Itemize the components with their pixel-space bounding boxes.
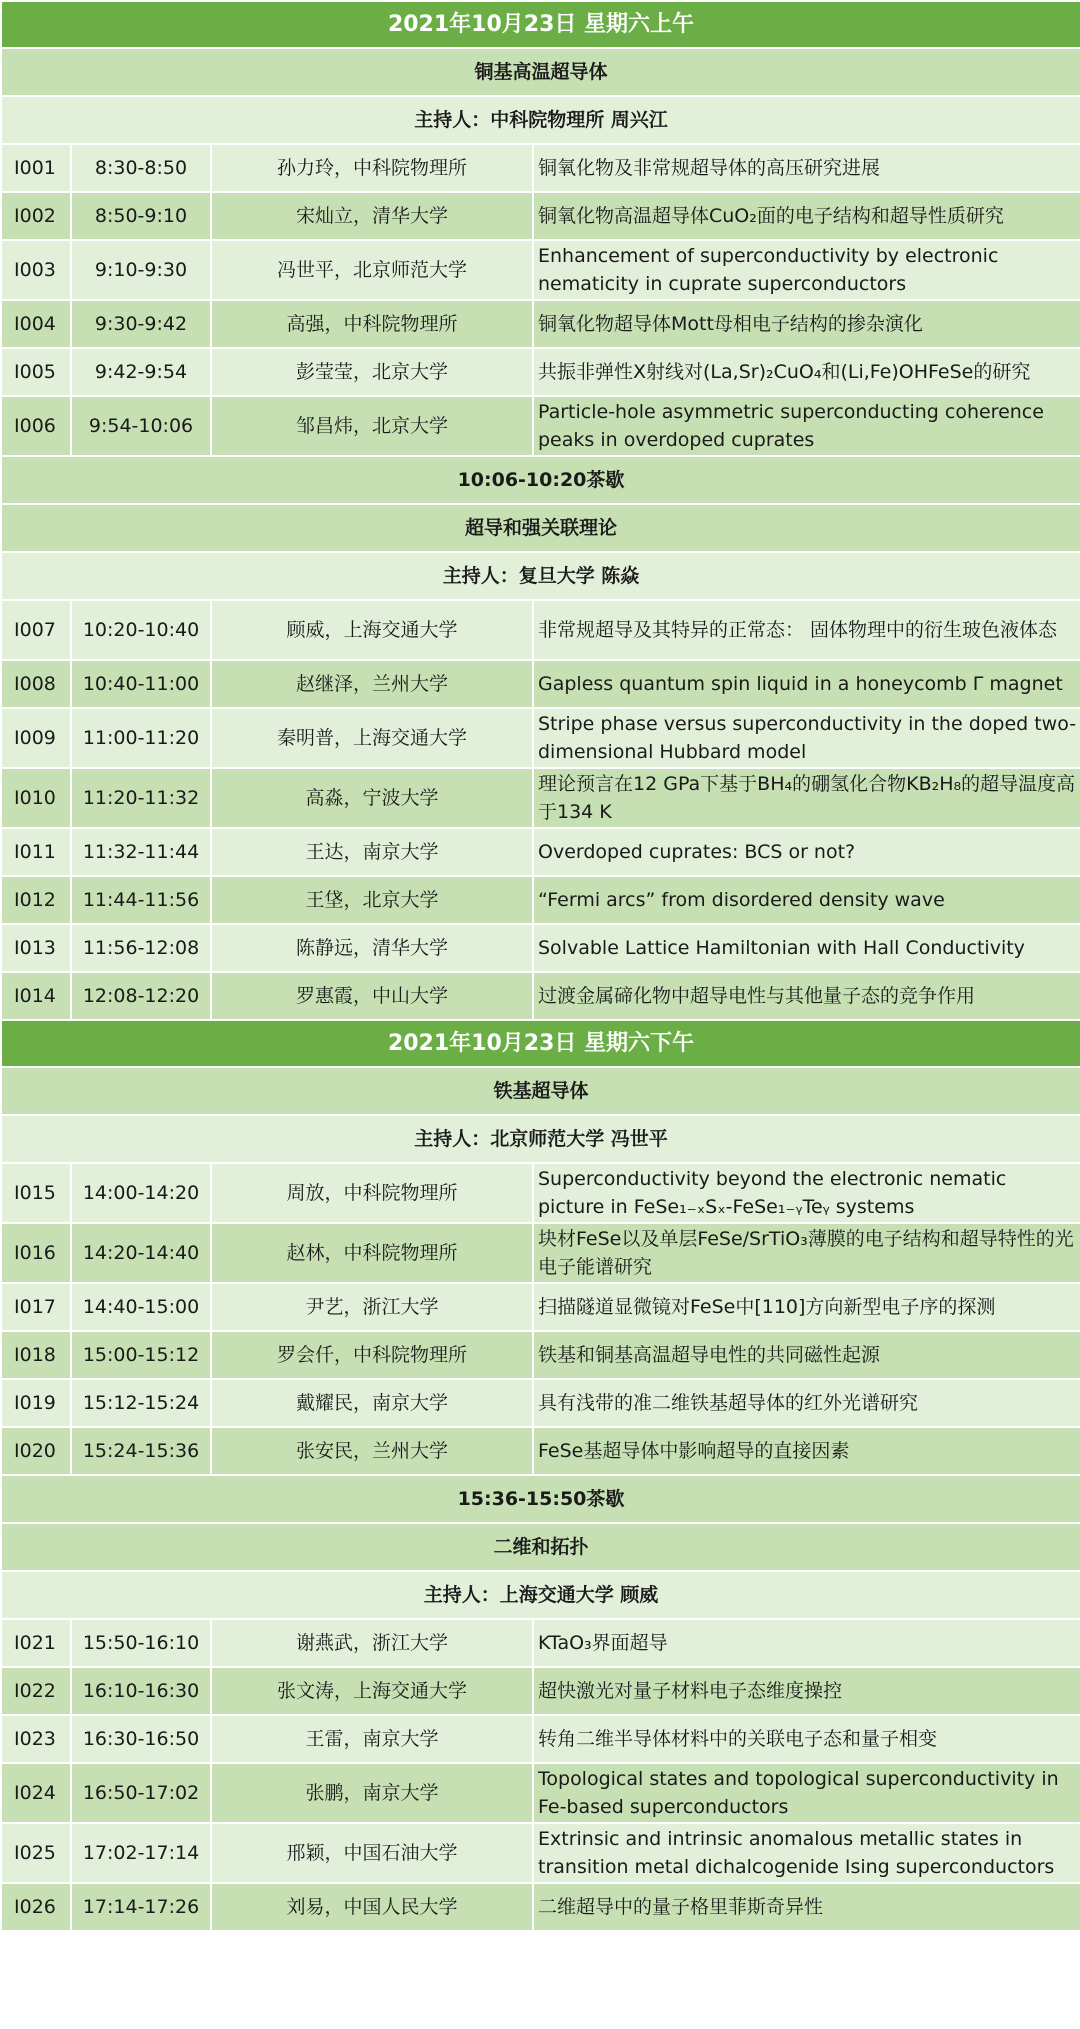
talk-title: Overdoped cuprates: BCS or not? bbox=[533, 828, 1080, 876]
talk-time: 15:12-15:24 bbox=[71, 1379, 211, 1427]
tea-break bbox=[1, 456, 1080, 504]
talk-time: 17:14-17:26 bbox=[71, 1883, 211, 1931]
tea-break bbox=[1, 1475, 1080, 1523]
talk-id: I012 bbox=[1, 876, 71, 924]
talk-id: I005 bbox=[1, 348, 71, 396]
talk-row bbox=[1, 1283, 1080, 1331]
chair-row bbox=[1, 552, 1080, 600]
talk-row bbox=[1, 1619, 1080, 1667]
talk-id: I023 bbox=[1, 1715, 71, 1763]
talk-row bbox=[1, 972, 1080, 1020]
talk-title: 理论预言在12 GPa下基于BH₄的硼氢化合物KB₂H₈的超导温度高于134 K bbox=[533, 768, 1080, 828]
talk-title: 铁基和铜基高温超导电性的共同磁性起源 bbox=[533, 1331, 1080, 1379]
talk-time: 15:00-15:12 bbox=[71, 1331, 211, 1379]
talk-title: “Fermi arcs” from disordered density wave bbox=[533, 876, 1080, 924]
talk-speaker: 周放，中科院物理所 bbox=[211, 1163, 533, 1223]
chair-row-text: 主持人：复旦大学 陈焱 bbox=[1, 552, 1080, 600]
talk-time: 15:50-16:10 bbox=[71, 1619, 211, 1667]
talk-row bbox=[1, 1163, 1080, 1223]
talk-speaker: 戴耀民，南京大学 bbox=[211, 1379, 533, 1427]
talk-speaker: 邢颖，中国石油大学 bbox=[211, 1823, 533, 1883]
topic-header bbox=[1, 1523, 1080, 1571]
talk-speaker: 王垡，北京大学 bbox=[211, 876, 533, 924]
talk-time: 16:50-17:02 bbox=[71, 1763, 211, 1823]
talk-speaker: 谢燕武，浙江大学 bbox=[211, 1619, 533, 1667]
topic-header bbox=[1, 48, 1080, 96]
talk-title: Gapless quantum spin liquid in a honeycomb Γ magnet bbox=[533, 660, 1080, 708]
talk-speaker: 邹昌炜，北京大学 bbox=[211, 396, 533, 456]
talk-speaker: 孙力玲，中科院物理所 bbox=[211, 144, 533, 192]
chair-row bbox=[1, 1571, 1080, 1619]
day-header bbox=[1, 1020, 1080, 1067]
talk-row bbox=[1, 192, 1080, 240]
topic-header bbox=[1, 1067, 1080, 1115]
talk-id: I006 bbox=[1, 396, 71, 456]
talk-time: 10:20-10:40 bbox=[71, 600, 211, 660]
talk-row bbox=[1, 1427, 1080, 1475]
talk-id: I024 bbox=[1, 1763, 71, 1823]
talk-time: 9:30-9:42 bbox=[71, 300, 211, 348]
talk-row bbox=[1, 240, 1080, 300]
talk-row bbox=[1, 600, 1080, 660]
talk-title: 二维超导中的量子格里菲斯奇异性 bbox=[533, 1883, 1080, 1931]
day-header-text: 2021年10月23日 星期六上午 bbox=[1, 1, 1080, 48]
talk-time: 12:08-12:20 bbox=[71, 972, 211, 1020]
talk-id: I011 bbox=[1, 828, 71, 876]
talk-id: I007 bbox=[1, 600, 71, 660]
talk-id: I008 bbox=[1, 660, 71, 708]
talk-speaker: 罗惠霞，中山大学 bbox=[211, 972, 533, 1020]
talk-speaker: 秦明普，上海交通大学 bbox=[211, 708, 533, 768]
talk-time: 11:00-11:20 bbox=[71, 708, 211, 768]
talk-speaker: 高强，中科院物理所 bbox=[211, 300, 533, 348]
talk-id: I020 bbox=[1, 1427, 71, 1475]
topic-header-text: 超导和强关联理论 bbox=[1, 504, 1080, 552]
tea-break-text: 15:36-15:50茶歇 bbox=[1, 1475, 1080, 1523]
talk-speaker: 王雷，南京大学 bbox=[211, 1715, 533, 1763]
talk-id: I025 bbox=[1, 1823, 71, 1883]
talk-id: I003 bbox=[1, 240, 71, 300]
talk-id: I018 bbox=[1, 1331, 71, 1379]
talk-id: I022 bbox=[1, 1667, 71, 1715]
talk-id: I014 bbox=[1, 972, 71, 1020]
talk-time: 8:50-9:10 bbox=[71, 192, 211, 240]
talk-time: 9:54-10:06 bbox=[71, 396, 211, 456]
talk-time: 9:10-9:30 bbox=[71, 240, 211, 300]
talk-row bbox=[1, 1715, 1080, 1763]
talk-row bbox=[1, 1823, 1080, 1883]
talk-time: 9:42-9:54 bbox=[71, 348, 211, 396]
talk-row bbox=[1, 300, 1080, 348]
talk-time: 11:44-11:56 bbox=[71, 876, 211, 924]
talk-id: I017 bbox=[1, 1283, 71, 1331]
talk-id: I002 bbox=[1, 192, 71, 240]
talk-speaker: 高淼，宁波大学 bbox=[211, 768, 533, 828]
talk-time: 11:56-12:08 bbox=[71, 924, 211, 972]
talk-title: Topological states and topological superconductivity in Fe-based superconductors bbox=[533, 1763, 1080, 1823]
talk-row bbox=[1, 660, 1080, 708]
talk-row bbox=[1, 144, 1080, 192]
talk-speaker: 罗会仟，中科院物理所 bbox=[211, 1331, 533, 1379]
talk-title: 扫描隧道显微镜对FeSe中[110]方向新型电子序的探测 bbox=[533, 1283, 1080, 1331]
talk-title: Extrinsic and intrinsic anomalous metallic states in transition metal dichalcogenide Ising superconductors bbox=[533, 1823, 1080, 1883]
chair-row-text: 主持人：中科院物理所 周兴江 bbox=[1, 96, 1080, 144]
talk-row bbox=[1, 1331, 1080, 1379]
talk-time: 17:02-17:14 bbox=[71, 1823, 211, 1883]
talk-title: KTaO₃界面超导 bbox=[533, 1619, 1080, 1667]
talk-id: I015 bbox=[1, 1163, 71, 1223]
talk-id: I004 bbox=[1, 300, 71, 348]
talk-id: I021 bbox=[1, 1619, 71, 1667]
talk-id: I010 bbox=[1, 768, 71, 828]
talk-row bbox=[1, 828, 1080, 876]
chair-row bbox=[1, 96, 1080, 144]
talk-time: 14:00-14:20 bbox=[71, 1163, 211, 1223]
talk-time: 11:32-11:44 bbox=[71, 828, 211, 876]
talk-title: 共振非弹性X射线对(La,Sr)₂CuO₄和(Li,Fe)OHFeSe的研究 bbox=[533, 348, 1080, 396]
talk-title: 铜氧化物超导体Mott母相电子结构的掺杂演化 bbox=[533, 300, 1080, 348]
talk-title: 铜氧化物高温超导体CuO₂面的电子结构和超导性质研究 bbox=[533, 192, 1080, 240]
talk-time: 14:40-15:00 bbox=[71, 1283, 211, 1331]
talk-title: Superconductivity beyond the electronic nematic picture in FeSe₁₋ₓSₓ-FeSe₁₋ᵧTeᵧ systems bbox=[533, 1163, 1080, 1223]
talk-row bbox=[1, 768, 1080, 828]
talk-title: 具有浅带的准二维铁基超导体的红外光谱研究 bbox=[533, 1379, 1080, 1427]
talk-speaker: 顾威，上海交通大学 bbox=[211, 600, 533, 660]
talk-title: Particle-hole asymmetric superconducting coherence peaks in overdoped cuprates bbox=[533, 396, 1080, 456]
talk-title: Solvable Lattice Hamiltonian with Hall Conductivity bbox=[533, 924, 1080, 972]
talk-row bbox=[1, 1379, 1080, 1427]
talk-id: I013 bbox=[1, 924, 71, 972]
talk-row bbox=[1, 348, 1080, 396]
talk-title: Stripe phase versus superconductivity in the doped two-dimensional Hubbard model bbox=[533, 708, 1080, 768]
schedule-body bbox=[1, 1, 1080, 1931]
talk-row bbox=[1, 1883, 1080, 1931]
talk-speaker: 尹艺，浙江大学 bbox=[211, 1283, 533, 1331]
chair-row-text: 主持人：上海交通大学 顾威 bbox=[1, 1571, 1080, 1619]
talk-speaker: 王达，南京大学 bbox=[211, 828, 533, 876]
talk-title: FeSe基超导体中影响超导的直接因素 bbox=[533, 1427, 1080, 1475]
talk-title: 转角二维半导体材料中的关联电子态和量子相变 bbox=[533, 1715, 1080, 1763]
talk-time: 16:10-16:30 bbox=[71, 1667, 211, 1715]
talk-row bbox=[1, 1223, 1080, 1283]
talk-id: I026 bbox=[1, 1883, 71, 1931]
topic-header-text: 铜基高温超导体 bbox=[1, 48, 1080, 96]
talk-speaker: 张鹏，南京大学 bbox=[211, 1763, 533, 1823]
day-header bbox=[1, 1, 1080, 48]
talk-speaker: 刘易，中国人民大学 bbox=[211, 1883, 533, 1931]
talk-speaker: 冯世平，北京师范大学 bbox=[211, 240, 533, 300]
talk-speaker: 宋灿立，清华大学 bbox=[211, 192, 533, 240]
topic-header-text: 二维和拓扑 bbox=[1, 1523, 1080, 1571]
talk-speaker: 陈静远，清华大学 bbox=[211, 924, 533, 972]
talk-id: I001 bbox=[1, 144, 71, 192]
chair-row-text: 主持人：北京师范大学 冯世平 bbox=[1, 1115, 1080, 1163]
talk-speaker: 赵继泽，兰州大学 bbox=[211, 660, 533, 708]
talk-title: 超快激光对量子材料电子态维度操控 bbox=[533, 1667, 1080, 1715]
talk-speaker: 赵林，中科院物理所 bbox=[211, 1223, 533, 1283]
talk-time: 10:40-11:00 bbox=[71, 660, 211, 708]
talk-title: 非常规超导及其特异的正常态： 固体物理中的衍生玻色液体态 bbox=[533, 600, 1080, 660]
talk-time: 11:20-11:32 bbox=[71, 768, 211, 828]
chair-row bbox=[1, 1115, 1080, 1163]
talk-title: Enhancement of superconductivity by electronic nematicity in cuprate superconductors bbox=[533, 240, 1080, 300]
talk-row bbox=[1, 1667, 1080, 1715]
talk-id: I016 bbox=[1, 1223, 71, 1283]
talk-speaker: 彭莹莹，北京大学 bbox=[211, 348, 533, 396]
talk-row bbox=[1, 396, 1080, 456]
topic-header-text: 铁基超导体 bbox=[1, 1067, 1080, 1115]
talk-title: 块材FeSe以及单层FeSe/SrTiO₃薄膜的电子结构和超导特性的光电子能谱研究 bbox=[533, 1223, 1080, 1283]
day-header-text: 2021年10月23日 星期六下午 bbox=[1, 1020, 1080, 1067]
talk-title: 铜氧化物及非常规超导体的高压研究进展 bbox=[533, 144, 1080, 192]
talk-time: 15:24-15:36 bbox=[71, 1427, 211, 1475]
talk-time: 14:20-14:40 bbox=[71, 1223, 211, 1283]
topic-header bbox=[1, 504, 1080, 552]
talk-row bbox=[1, 708, 1080, 768]
talk-id: I019 bbox=[1, 1379, 71, 1427]
tea-break-text: 10:06-10:20茶歇 bbox=[1, 456, 1080, 504]
talk-row bbox=[1, 924, 1080, 972]
talk-row bbox=[1, 1763, 1080, 1823]
talk-speaker: 张安民，兰州大学 bbox=[211, 1427, 533, 1475]
talk-time: 16:30-16:50 bbox=[71, 1715, 211, 1763]
talk-row bbox=[1, 876, 1080, 924]
talk-title: 过渡金属碲化物中超导电性与其他量子态的竞争作用 bbox=[533, 972, 1080, 1020]
talk-id: I009 bbox=[1, 708, 71, 768]
talk-time: 8:30-8:50 bbox=[71, 144, 211, 192]
talk-speaker: 张文涛，上海交通大学 bbox=[211, 1667, 533, 1715]
